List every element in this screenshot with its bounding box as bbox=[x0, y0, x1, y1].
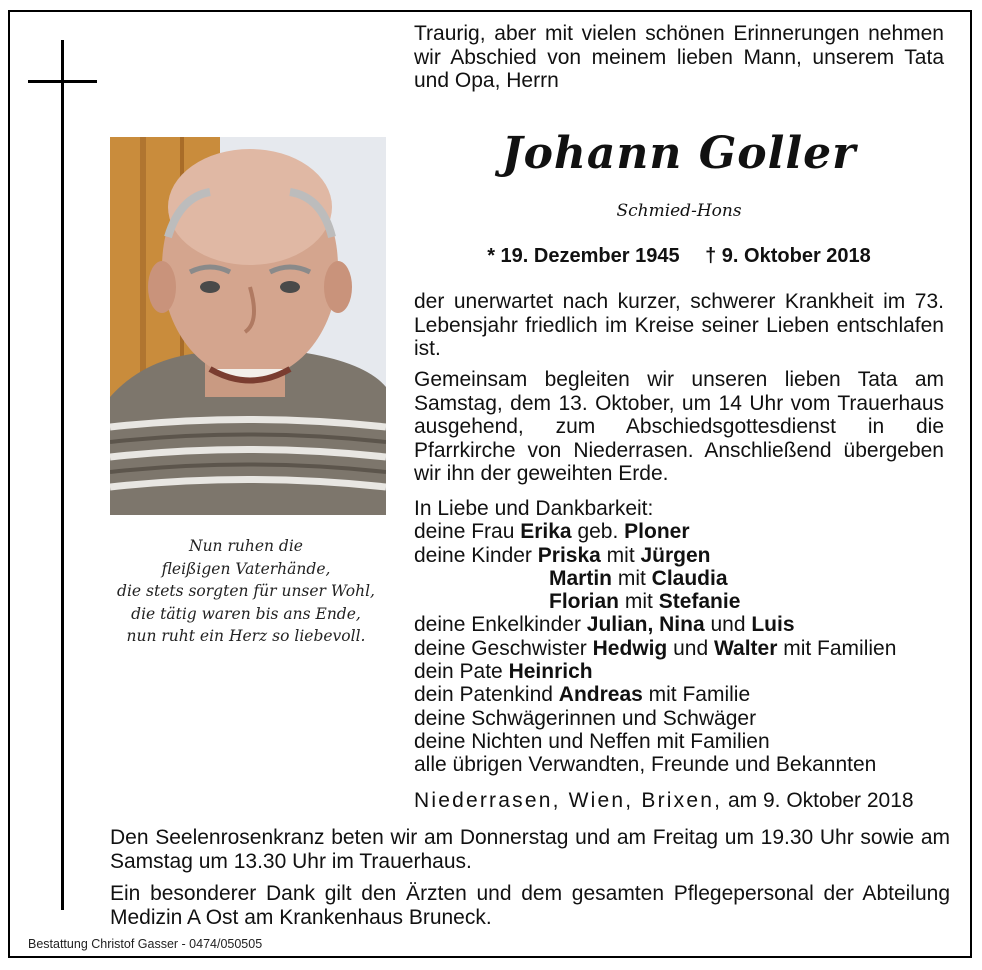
mourner-relation: mit bbox=[600, 543, 641, 567]
mourner-relation: deine Enkelkinder bbox=[414, 613, 587, 637]
rosary-text: Den Seelenrosenkranz beten wir am Donnerstag und am Freitag um 19.30 Uhr sowie am Samstag um 13.30 Uhr im Trauerhaus. bbox=[110, 826, 950, 873]
mourner-row bbox=[414, 637, 954, 660]
death-date: † 9. Oktober 2018 bbox=[705, 245, 871, 267]
portrait-photo bbox=[110, 137, 386, 515]
mourner-relation: mit Familien bbox=[777, 636, 897, 660]
mourner-name: Julian, Nina bbox=[586, 613, 705, 637]
thanks-text: Ein besonderer Dank gilt den Ärzten und dem gesamten Pflegepersonal der Abteilung Medizin A Ost am Krankenhaus Bruneck. bbox=[110, 882, 950, 929]
place-names: Niederrasen, Wien, Brixen, bbox=[414, 789, 723, 812]
funeral-paragraph: Gemeinsam begleiten wir unseren lieben Tata am Samstag, dem 13. Oktober, um 14 Uhr vom Trauerhaus ausgehend, zum Abschiedsgottesdienst in die Pfarrkirche von Niederrasen. Anschließend übergeben wir ihn der geweihten Erde. bbox=[414, 368, 944, 485]
mourners-list bbox=[414, 497, 954, 777]
portrait-photo-image bbox=[110, 137, 386, 515]
mourner-name: Stefanie bbox=[658, 590, 741, 614]
mourner-name: Jürgen bbox=[640, 543, 711, 567]
mourner-relation: deine Kinder bbox=[414, 543, 538, 567]
mourner-relation: alle übrigen Verwandten, Freunde und Bekannten bbox=[414, 753, 877, 777]
mourner-relation: deine Nichten und Neffen mit Familien bbox=[414, 729, 770, 753]
mourner-row bbox=[414, 567, 954, 590]
mourner-relation: mit bbox=[612, 566, 652, 590]
mourner-name: Florian bbox=[549, 590, 620, 614]
house-name: Schmied-Hons bbox=[616, 201, 742, 221]
mourner-relation: deine Schwägerinnen und Schwäger bbox=[414, 706, 757, 730]
mourner-relation: dein Pate bbox=[414, 660, 509, 684]
mourner-name: Heinrich bbox=[508, 660, 593, 684]
death-paragraph: der unerwartet nach kurzer, schwerer Krankheit im 73. Lebensjahr friedlich im Kreise seiner Lieben entschlafen ist. bbox=[414, 290, 944, 360]
cross-bar bbox=[28, 80, 97, 83]
mourner-relation: mit bbox=[619, 590, 659, 614]
mourner-row bbox=[414, 544, 954, 567]
poem-line: die stets sorgten für unser Wohl, bbox=[117, 582, 375, 600]
birth-date: * 19. Dezember 1945 bbox=[487, 245, 680, 267]
mourner-row bbox=[414, 730, 954, 753]
mourner-name: Claudia bbox=[651, 566, 728, 590]
poem-line: nun ruht ein Herz so liebevoll. bbox=[126, 627, 366, 645]
mourner-name: Andreas bbox=[558, 683, 643, 707]
mourner-row bbox=[414, 613, 954, 636]
poem-line: die tätig waren bis ans Ende, bbox=[131, 604, 361, 623]
intro-text: Traurig, aber mit vielen schönen Erinnerungen nehmen wir Abschied von meinem lieben Mann, unserem Tata und Opa, Herrn bbox=[414, 22, 944, 92]
mourner-row bbox=[414, 753, 954, 776]
mourner-name: Hedwig bbox=[592, 636, 668, 660]
mourner-name: Priska bbox=[537, 543, 601, 567]
mourner-relation: und bbox=[667, 636, 714, 660]
cross-icon bbox=[61, 40, 64, 910]
mourners-heading: In Liebe und Dankbarkeit: bbox=[414, 497, 654, 520]
mourner-relation: geb. bbox=[571, 520, 625, 544]
place-and-date bbox=[414, 789, 944, 813]
mourner-name: Walter bbox=[713, 636, 778, 660]
poem-line: Nun ruhen die bbox=[189, 537, 303, 555]
poem-line: fleißigen Vaterhände, bbox=[161, 559, 331, 578]
mourner-row bbox=[414, 683, 954, 706]
mourner-row bbox=[414, 707, 954, 730]
mourner-relation: deine Frau bbox=[414, 520, 521, 544]
notice-date: am 9. Oktober 2018 bbox=[727, 789, 914, 812]
mourner-relation: und bbox=[704, 613, 752, 637]
mourner-relation: mit Familie bbox=[642, 683, 751, 707]
mourner-name: Erika bbox=[520, 520, 572, 544]
mourner-name: Luis bbox=[751, 613, 795, 637]
mourner-relation: dein Patenkind bbox=[414, 683, 559, 707]
mourner-name: Ploner bbox=[624, 520, 690, 544]
funeral-home-credit: Bestattung Christof Gasser - 0474/050505 bbox=[28, 937, 263, 951]
mourner-row bbox=[414, 590, 954, 613]
mourner-row bbox=[414, 520, 954, 543]
memorial-poem bbox=[96, 535, 396, 648]
deceased-name: Johann Goller bbox=[501, 128, 857, 179]
mourner-row bbox=[414, 660, 954, 683]
mourner-name: Martin bbox=[549, 566, 612, 590]
life-dates bbox=[414, 245, 944, 268]
mourner-relation: deine Geschwister bbox=[414, 636, 593, 660]
